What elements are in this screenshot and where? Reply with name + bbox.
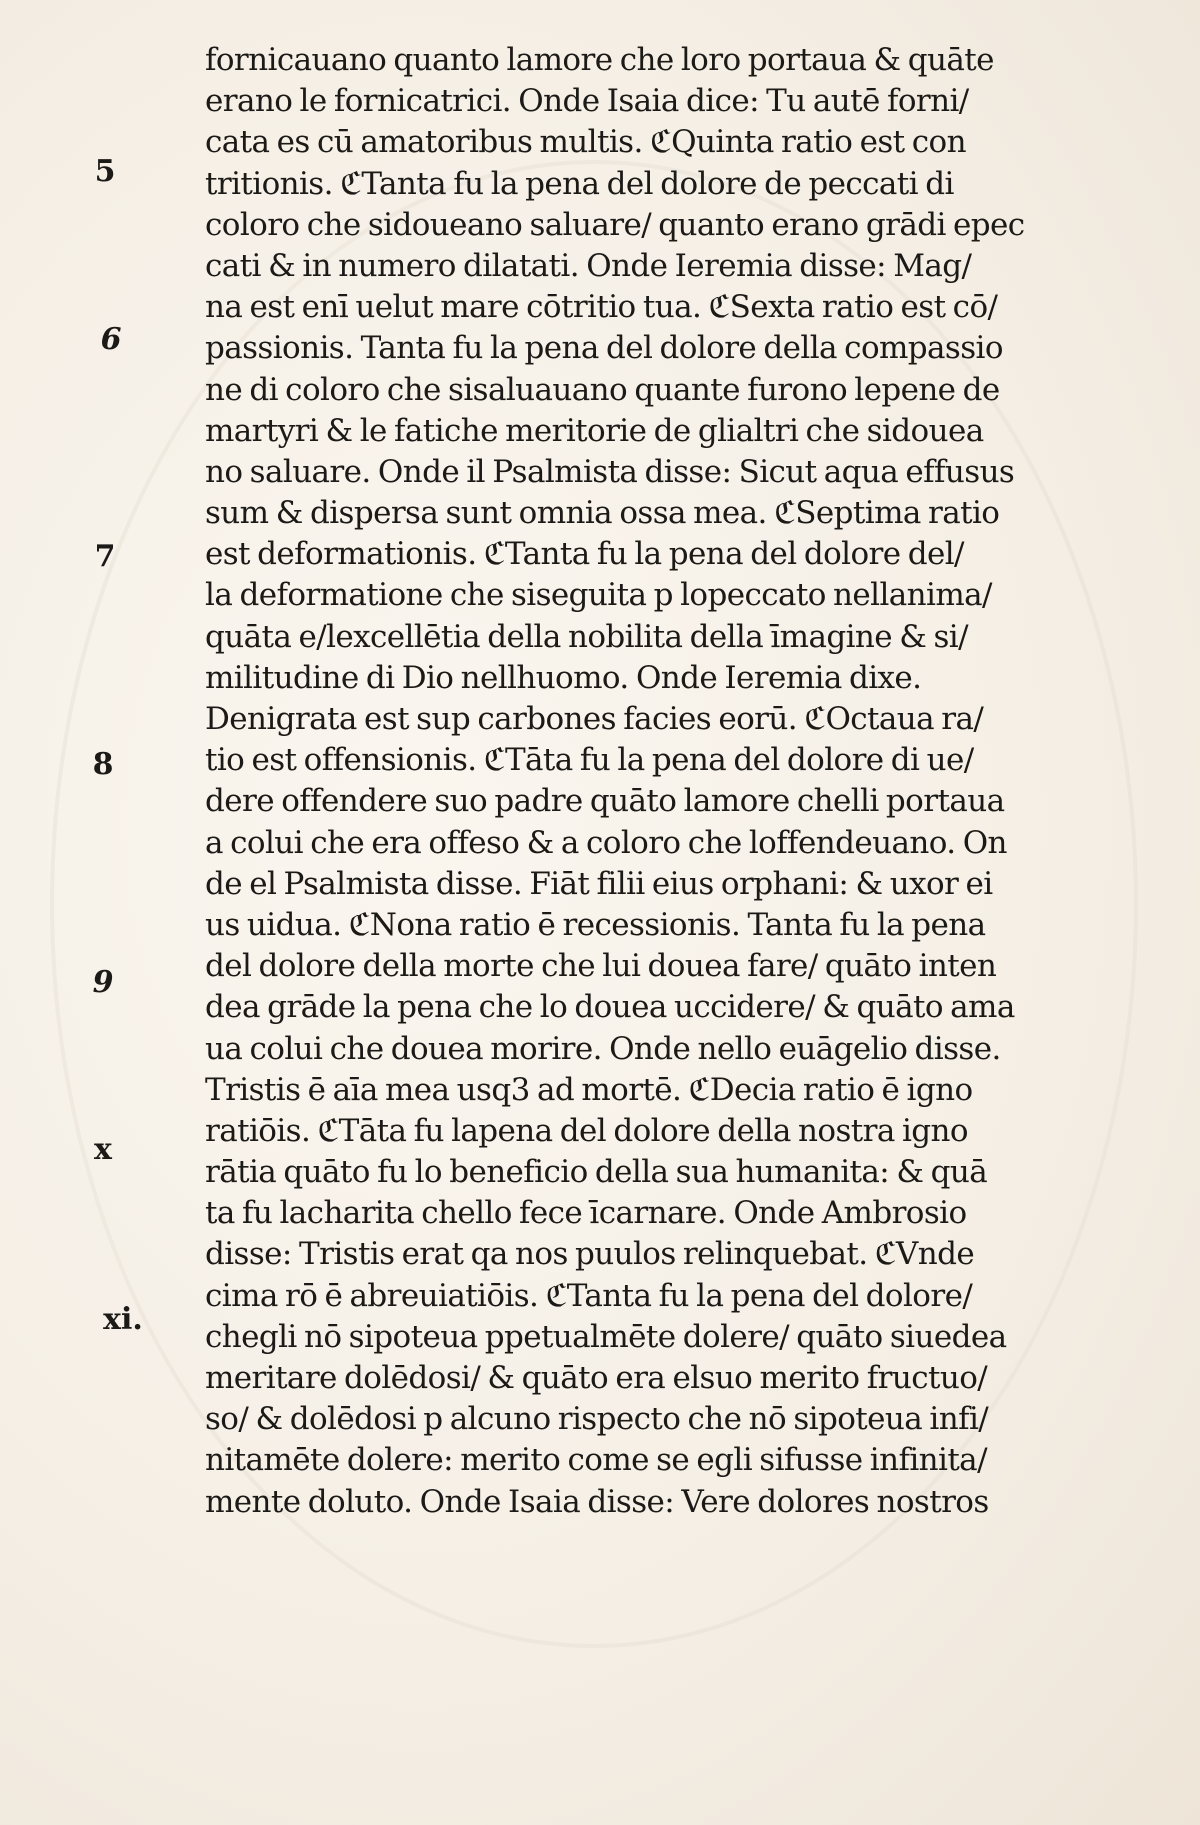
text-line: na est enī uelut mare cōtritio tua. ℭSexta ratio est cō/	[205, 289, 998, 326]
margin-number-5: 5	[94, 154, 116, 189]
text-line: tritionis. ℭTanta fu la pena del dolore de peccati di	[205, 165, 954, 202]
text-line: cata es cū amatoribus multis. ℭQuinta ratio est con	[205, 124, 966, 161]
text-line: est deformationis. ℭTanta fu la pena del dolore del/	[205, 536, 964, 573]
text-line: sum & dispersa sunt omnia ossa mea. ℭSeptima ratio	[205, 495, 1000, 532]
margin-number-xi: xi.	[103, 1302, 143, 1337]
text-line: erano le fornicatrici. Onde Isaia dice: Tu autē forni/	[205, 83, 969, 120]
text-line: nitamēte dolere: merito come se egli sifusse infinita/	[205, 1442, 987, 1479]
margin-number-9: 9	[92, 965, 114, 1000]
text-line: passionis. Tanta fu la pena del dolore della compassio	[205, 330, 1003, 367]
text-line: dere offendere suo padre quāto lamore chelli portaua	[205, 783, 1005, 820]
margin-number-6: 6	[100, 322, 122, 357]
text-line: militudine di Dio nellhuomo. Onde Ieremia dixe.	[205, 659, 922, 696]
text-line: mente doluto. Onde Isaia disse: Vere dolores nostros	[205, 1483, 989, 1520]
text-line: us uidua. ℭNona ratio ē recessionis. Tanta fu la pena	[205, 906, 986, 943]
text-line: ua colui che douea morire. Onde nello euāgelio disse.	[205, 1030, 1001, 1067]
text-line: de el Psalmista disse. Fiāt filii eius orphani: & uxor ei	[205, 865, 993, 902]
text-line: quāta e/lexcellētia della nobilita della īmagine & si/	[205, 618, 968, 655]
margin-number-8: 8	[92, 747, 114, 782]
text-line: ta fu lacharita chello fece īcarnare. Onde Ambrosio	[205, 1195, 967, 1232]
text-column	[205, 40, 1105, 1523]
text-line: tio est offensionis. ℭTāta fu la pena del dolore di ue/	[205, 742, 974, 779]
text-line: ne di coloro che sisaluauano quante furono lepene de	[205, 371, 1000, 408]
text-line: meritare dolēdosi/ & quāto era elsuo merito fructuo/	[205, 1360, 988, 1396]
text-line: coloro che sidoueano saluare/ quanto erano grādi epec	[205, 206, 1025, 243]
text-line: rātia quāto fu lo beneficio della sua humanita: & quā	[205, 1154, 988, 1191]
text-line: disse: Tristis erat qa nos puulos relinquebat. ℭVnde	[205, 1236, 975, 1273]
text-line: cima rō ē abreuiatiōis. ℭTanta fu la pena del dolore/	[205, 1277, 973, 1314]
text-line: la deformatione che siseguita p lopeccato nellanima/	[205, 577, 992, 614]
margin-number-7: 7	[94, 539, 116, 574]
text-line: so/ & dolēdosi p alcuno rispecto che nō sipoteua infi/	[205, 1401, 989, 1438]
text-line: ratiōis. ℭTāta fu lapena del dolore della nostra igno	[205, 1112, 968, 1149]
text-line: a colui che era offeso & a coloro che loffendeuano. On	[205, 824, 1007, 861]
text-line: fornicauano quanto lamore che loro portaua & quāte	[205, 42, 994, 78]
text-line: dea grāde la pena che lo douea uccidere/ & quāto ama	[205, 989, 1015, 1026]
text-line: cati & in numero dilatati. Onde Ieremia disse: Mag/	[205, 247, 972, 284]
text-line: Denigrata est sup carbones facies eorū. ℭOctaua ra/	[205, 701, 984, 737]
text-line: chegli nō sipoteua ppetualmēte dolere/ quāto siuedea	[205, 1318, 1007, 1355]
text-line: martyri & le fatiche meritorie de glialtri che sidouea	[205, 412, 984, 449]
margin-number-x: x	[94, 1132, 112, 1167]
text-line: Tristis ē aīa mea usq3 ad mortē. ℭDecia ratio ē igno	[205, 1071, 973, 1108]
text-line: del dolore della morte che lui douea fare/ quāto inten	[205, 948, 997, 985]
text-line: no saluare. Onde il Psalmista disse: Sicut aqua effusus	[205, 453, 1015, 490]
